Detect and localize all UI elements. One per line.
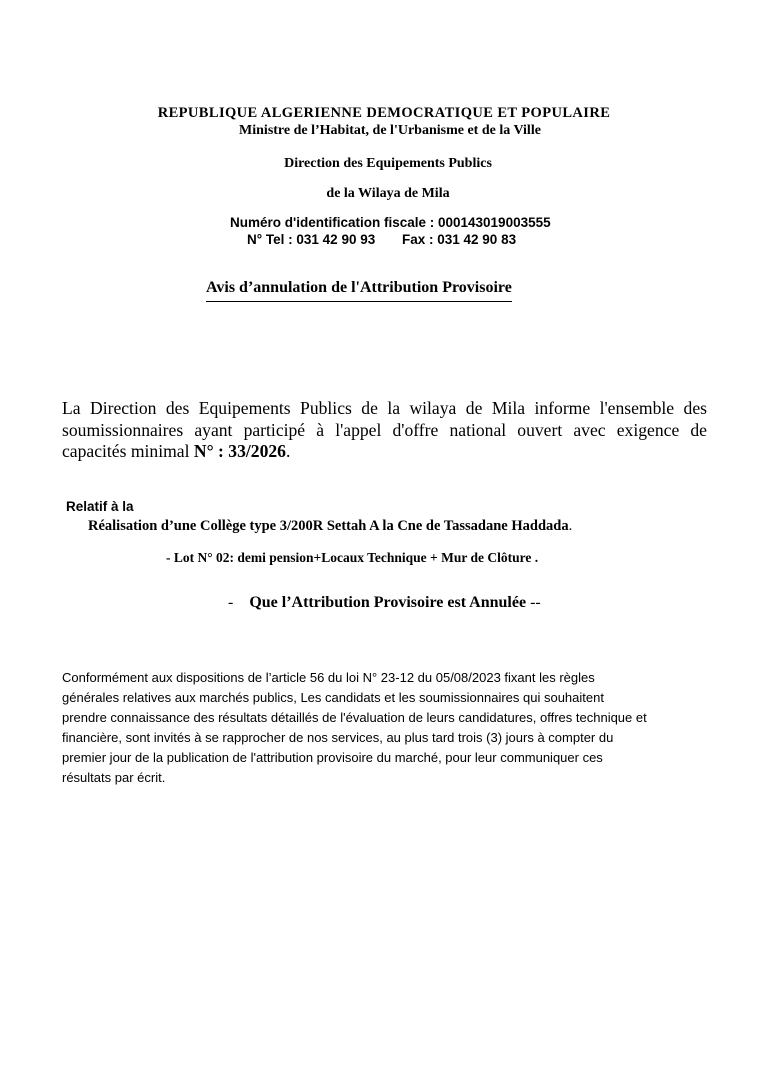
lot-line: - Lot N° 02: demi pension+Locaux Technique + Mur de Clôture . — [166, 550, 539, 565]
relatif-label: Relatif à la — [66, 499, 134, 514]
cancellation-dash: - — [228, 594, 234, 611]
cancellation-statement — [228, 594, 541, 612]
article-line: financière, sont invités à se rapprocher de nos services, au plus tard trois (3) jours à compter du — [62, 730, 614, 745]
article-line: prendre connaissance des résultats détaillés de l'évaluation de leurs candidatures, offres technique et — [62, 710, 647, 725]
intro-paragraph — [62, 398, 707, 463]
article-line: Conformément aux dispositions de l’article 56 du loi N° 23-12 du 05/08/2023 fixant les règles — [62, 670, 595, 685]
article-paragraph — [62, 668, 714, 788]
project-title-text: Réalisation d’une Collège type 3/200R Settah A la Cne de Tassadane Haddada — [88, 518, 569, 534]
article-line: générales relatives aux marchés publics, Les candidats et les soumissionnaires qui souhaitent — [62, 690, 604, 705]
project-title — [88, 518, 572, 535]
cancellation-tail: -- — [530, 594, 541, 611]
intro-end: . — [285, 441, 291, 461]
project-title-end: . — [568, 518, 573, 534]
cancellation-text: Que l’Attribution Provisoire est Annulée — [249, 594, 527, 611]
header-republic: REPUBLIQUE ALGERIENNE DEMOCRATIQUE ET POPULAIRE — [157, 105, 611, 121]
header-wilaya: de la Wilaya de Mila — [326, 186, 450, 201]
article-line: premier jour de la publication de l'attribution provisoire du marché, pour leur communiquer ces — [62, 750, 603, 765]
header-direction: Direction des Equipements Publics — [284, 156, 492, 171]
header-phone: N° Tel : 031 42 90 93 — [247, 232, 376, 247]
article-line: résultats par écrit. — [62, 770, 166, 785]
notice-title: Avis d’annulation de l'Attribution Provisoire — [206, 278, 512, 302]
tender-number: N° : 33/2026 — [193, 441, 286, 461]
header-tax-id: Numéro d'identification fiscale : 000143019003555 — [230, 215, 551, 230]
header-ministry: Ministre de l’Habitat, de l'Urbanisme et de la Ville — [239, 123, 541, 138]
header-fax: Fax : 031 42 90 83 — [402, 232, 517, 247]
intro-text: La Direction des Equipements Publics de la wilaya de Mila informe l'ensemble des soumissionnaires ayant participé à l'appel d'offre national ouvert avec exigence de capacités minimal — [62, 398, 707, 461]
